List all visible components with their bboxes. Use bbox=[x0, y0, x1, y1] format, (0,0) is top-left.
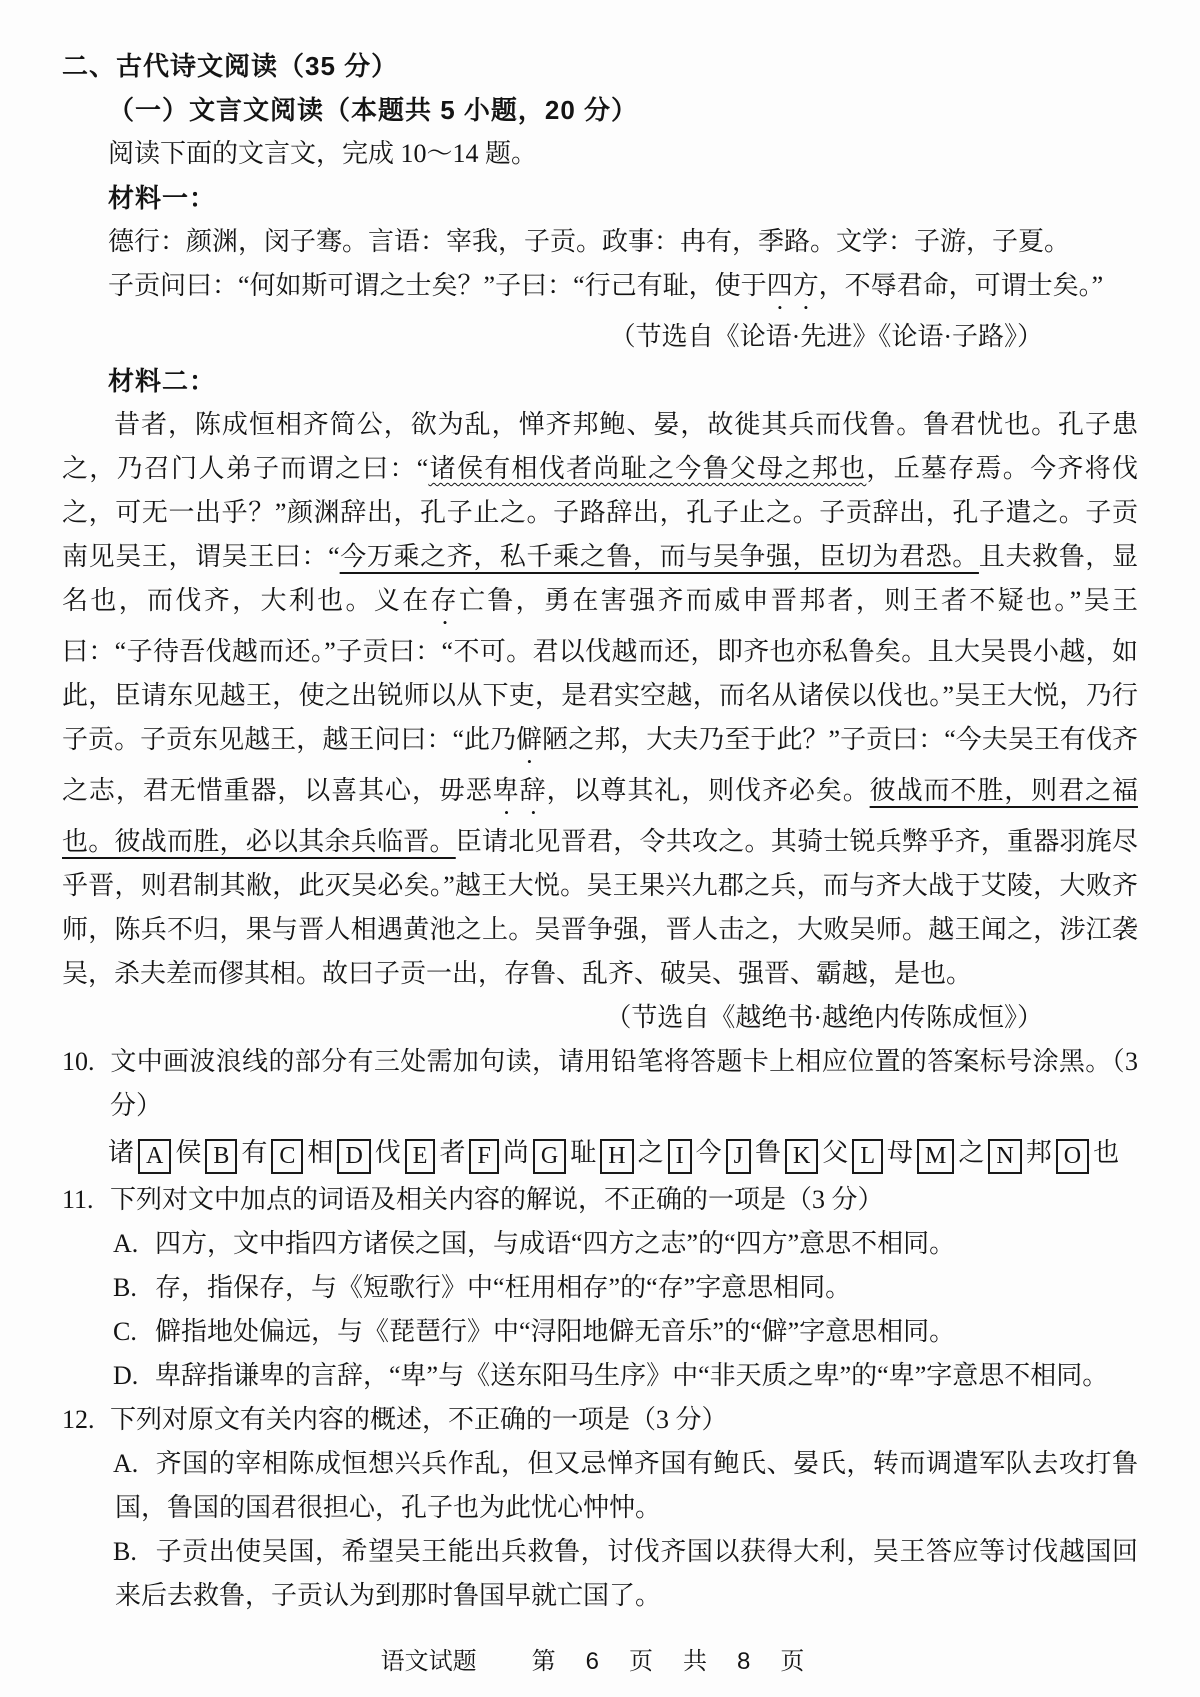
question-11-option-d[interactable] bbox=[62, 1354, 1138, 1398]
material-two-label: 材料二： bbox=[108, 366, 217, 396]
text-segment-dot: 存 bbox=[430, 586, 459, 615]
question-11-option-b[interactable] bbox=[62, 1266, 1138, 1310]
text-segment: 鲁 bbox=[754, 1138, 781, 1167]
answer-letter-box[interactable]: I bbox=[668, 1139, 692, 1174]
option-text: 存，指保存，与《短歌行》中“枉用相存”的“存”字意思相同。 bbox=[155, 1273, 852, 1302]
text-segment: 今 bbox=[695, 1138, 722, 1167]
question-10-stem bbox=[62, 1040, 1138, 1128]
question-11-stem bbox=[62, 1178, 1138, 1222]
text-segment: 伐 bbox=[374, 1138, 401, 1167]
text-segment: 父 bbox=[822, 1138, 849, 1167]
answer-letter-box[interactable]: L bbox=[852, 1139, 883, 1174]
text-segment: 陋之邦，大夫乃至于此？”子贡曰：“今夫吴王有伐齐之志，君无惜重器，以喜其心，毋恶 bbox=[62, 725, 1138, 805]
option-label: B. bbox=[113, 1273, 137, 1302]
text-segment-uline: 彼战而不胜，则君之福也。彼战而胜，必以其余兵临晋。 bbox=[62, 776, 1138, 856]
option-label: B. bbox=[113, 1537, 137, 1566]
text-segment-wavy: 诸侯有相伐者尚耻之今鲁父母之邦也 bbox=[428, 454, 867, 483]
text-segment: 且夫救鲁，显名也，而伐齐，大利也。义在 bbox=[62, 542, 1138, 615]
text-segment: 诸 bbox=[108, 1138, 135, 1167]
material-one-label: 材料一： bbox=[108, 183, 217, 213]
question-12-option-a[interactable] bbox=[62, 1442, 1138, 1530]
text-segment: 母 bbox=[886, 1138, 913, 1167]
text-segment: 相 bbox=[307, 1138, 334, 1167]
option-label: D. bbox=[113, 1361, 139, 1390]
page-footer bbox=[0, 1647, 1200, 1677]
text-segment: 臣请北见晋君，令共攻之。其骑士锐兵弊乎齐，重器羽旄尽乎晋，则君制其敝，此灭吴必矣。”越王大悦。吴王果兴九郡之兵，而与齐大战于艾陵，大败齐师，陈兵不归，果与晋人相遇黄池之上。吴晋争强，晋人击之，大败吴师。越王闻之，涉江袭吴，杀夫差而僇其相。故曰子贡一出，存鲁、乱齐、破吴、强晋、霸越，是也。 bbox=[62, 827, 1138, 988]
text-segment: 者 bbox=[439, 1138, 466, 1167]
question-12-number: 12. bbox=[62, 1405, 95, 1434]
text-segment: 邦 bbox=[1025, 1138, 1052, 1167]
answer-letter-box[interactable]: A bbox=[138, 1139, 171, 1174]
question-11-text: 下列对文中加点的词语及相关内容的解说，不正确的一项是（3 分） bbox=[110, 1185, 884, 1214]
question-11-option-c[interactable] bbox=[62, 1310, 1138, 1354]
material-two-passage bbox=[62, 403, 1138, 996]
text-segment: 尚 bbox=[502, 1138, 529, 1167]
footer-page-prefix: 第 bbox=[531, 1649, 556, 1675]
answer-letter-box[interactable]: N bbox=[988, 1139, 1021, 1174]
text-segment: ，丘墓存焉。今齐将伐之，可无一出乎？”颜渊辞出，孔子止之。子路辞出，孔子止之。子贡辞出，孔子遣之。子贡南见吴王，谓吴王曰：“ bbox=[62, 454, 1138, 571]
text-segment: 有 bbox=[241, 1138, 268, 1167]
text-segment: 昔者，陈成恒相齐简公，欲为乱，惮齐邦鲍、晏，故徙其兵而伐鲁。鲁君忧也。孔子患之，乃召门人弟子而谓之曰：“ bbox=[62, 410, 1138, 483]
reading-instruction: 阅读下面的文言文，完成 10～14 题。 bbox=[108, 139, 538, 168]
section-title: 二、古代诗文阅读（35 分） bbox=[62, 51, 399, 81]
text-segment: 侯 bbox=[175, 1138, 202, 1167]
subsection-title: （一）文言文阅读（本题共 5 小题，20 分） bbox=[108, 95, 639, 125]
footer-total-unit: 页 bbox=[780, 1649, 805, 1675]
footer-total-number: 8 bbox=[737, 1648, 751, 1675]
option-label: A. bbox=[113, 1449, 139, 1478]
material-one-source: （节选自《论语·先进》《论语·子路》） bbox=[609, 322, 1043, 351]
question-12-stem bbox=[62, 1398, 1138, 1442]
option-label: C. bbox=[113, 1317, 137, 1346]
answer-letter-box[interactable]: H bbox=[600, 1139, 633, 1174]
question-12-option-b[interactable] bbox=[62, 1530, 1138, 1618]
text-segment: 也 bbox=[1093, 1138, 1120, 1167]
question-12-text: 下列对原文有关内容的概述，不正确的一项是（3 分） bbox=[110, 1405, 728, 1434]
text-segment: 耻 bbox=[570, 1138, 597, 1167]
material-two-source: （节选自《越绝书·越绝内传陈成恒》） bbox=[605, 1003, 1043, 1032]
text-segment: 之 bbox=[958, 1138, 985, 1167]
footer-page-unit: 页 bbox=[629, 1649, 653, 1675]
footer-total-prefix: 共 bbox=[683, 1649, 707, 1675]
text-segment: ，以尊其礼，则伐齐必矣。 bbox=[546, 776, 870, 805]
footer-doc-name: 语文试题 bbox=[380, 1649, 477, 1675]
option-label: A. bbox=[113, 1229, 139, 1258]
text-segment-dot: 僻 bbox=[516, 725, 543, 754]
question-10-text: 文中画波浪线的部分有三处需加句读，请用铅笔将答题卡上相应位置的答案标号涂黑。（3 分） bbox=[110, 1047, 1138, 1120]
option-text: 四方，文中指四方诸侯之国，与成语“四方之志”的“四方”意思不相同。 bbox=[155, 1229, 956, 1258]
answer-letter-box[interactable]: B bbox=[205, 1139, 237, 1174]
text-segment: 子贡问曰：“何如斯可谓之士矣？”子曰：“行己有耻，使于 bbox=[108, 271, 767, 300]
option-text: 卑辞指谦卑的言辞，“卑”与《送东阳马生序》中“非天质之卑”的“卑”字意思不相同。 bbox=[155, 1361, 1109, 1390]
footer-page-number: 6 bbox=[585, 1648, 599, 1675]
answer-letter-box[interactable]: M bbox=[917, 1139, 954, 1174]
question-11-option-a[interactable] bbox=[62, 1222, 1138, 1266]
question-11-number: 11. bbox=[62, 1185, 94, 1214]
text-segment-dot: 卑辞 bbox=[492, 776, 547, 805]
option-text: 僻指地处偏远，与《琵琶行》中“浔阳地僻无音乐”的“僻”字意思相同。 bbox=[155, 1317, 956, 1346]
option-text: 齐国的宰相陈成恒想兴兵作乱，但又忌惮齐国有鲍氏、晏氏，转而调遣军队去攻打鲁国，鲁国的国君很担心，孔子也为此忧心忡忡。 bbox=[115, 1449, 1138, 1522]
answer-letter-box[interactable]: E bbox=[405, 1139, 436, 1174]
question-10-number: 10. bbox=[62, 1047, 95, 1076]
text-segment-uline: 今万乘之齐，私千乘之鲁，而与吴争强，臣切为君恐。 bbox=[339, 542, 979, 571]
material-one-paragraph-1: 德行：颜渊，闵子骞。言语：宰我，子贡。政事：冉有，季路。文学：子游，子夏。 bbox=[108, 227, 1071, 256]
material-one-paragraph-2 bbox=[108, 264, 1138, 315]
answer-letter-box[interactable]: J bbox=[726, 1139, 751, 1174]
option-text: 子贡出使吴国，希望吴王能出兵救鲁，讨伐齐国以获得大利，吴王答应等讨伐越国回来后去救鲁，子贡认为到那时鲁国早就亡国了。 bbox=[115, 1537, 1138, 1610]
answer-letter-box[interactable]: C bbox=[271, 1139, 303, 1174]
answer-letter-box[interactable]: G bbox=[533, 1139, 566, 1174]
text-segment: ，不辱君命，可谓士矣。” bbox=[818, 271, 1104, 300]
answer-letter-box[interactable]: F bbox=[469, 1139, 498, 1174]
text-segment-dot: 四方 bbox=[766, 271, 819, 300]
text-segment: 之 bbox=[637, 1138, 664, 1167]
text-segment: 亡鲁，勇在害强齐而威申晋邦者，则王者不疑也。”吴王曰：“子待吾伐越而还。”子贡曰：“不可。君以伐越而还，即齐也亦私鲁矣。且大吴畏小越，如此，臣请东见越王，使之出锐师以从下吏，是君实空越，而名从诸侯以伐也。”吴王大悦，乃行子贡。子贡东见越王，越王问曰：“此乃 bbox=[62, 586, 1138, 754]
answer-letter-box[interactable]: K bbox=[785, 1139, 818, 1174]
answer-letter-box[interactable]: D bbox=[337, 1139, 370, 1174]
answer-letter-box[interactable]: O bbox=[1056, 1139, 1089, 1174]
question-10-answer-line bbox=[108, 1128, 1138, 1178]
